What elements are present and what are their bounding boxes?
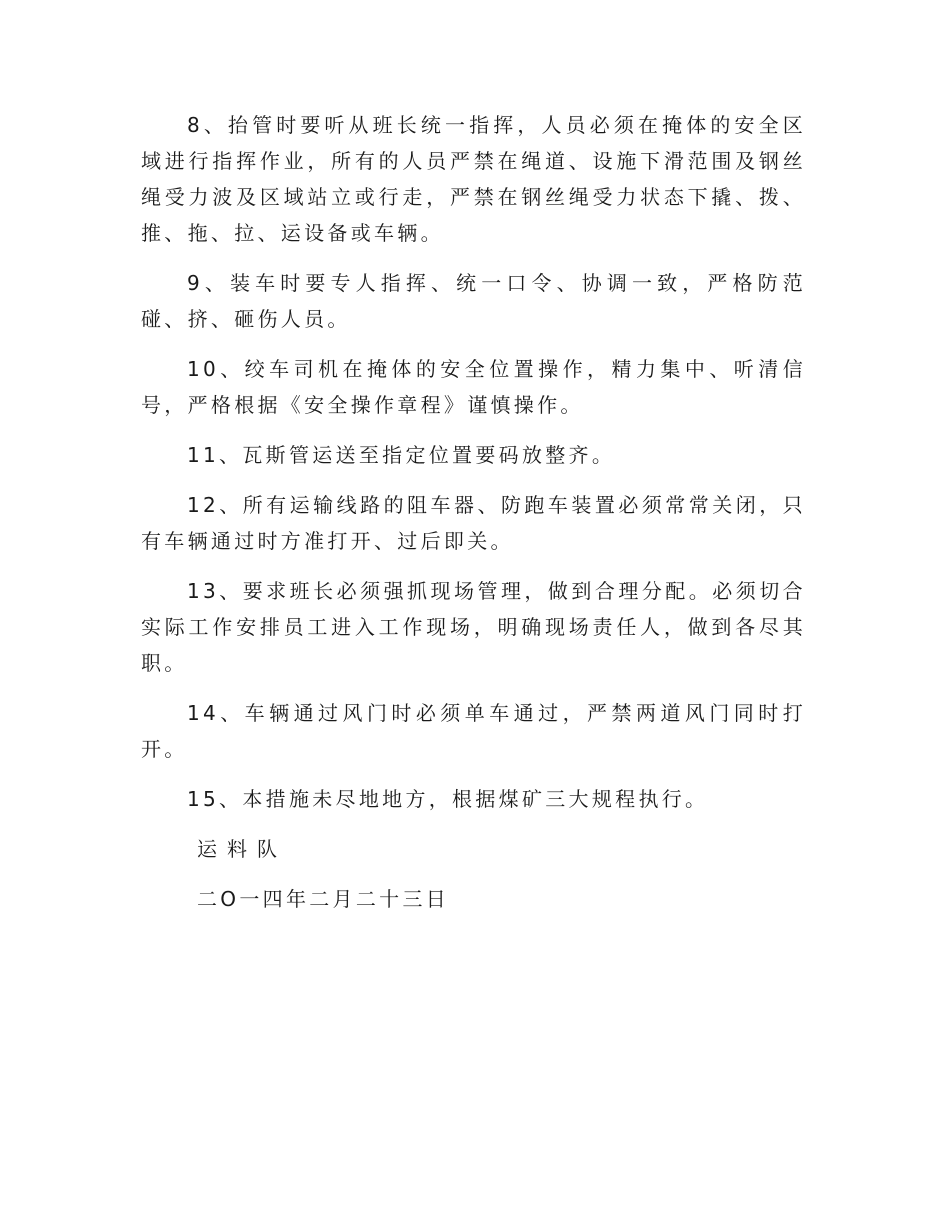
signature-date: 二O一四年二月二十三日 — [197, 887, 450, 911]
document-body — [141, 107, 806, 931]
paragraph-15: 15、本措施未尽地地方，根据煤矿三大规程执行。 — [187, 787, 709, 811]
paragraph-12: 12、所有运输线路的阻车器、防跑车装置必须常常关闭，只有车辆通过时方准打开、过后即关。 — [141, 493, 806, 553]
paragraph-10: 10、绞车司机在掩体的安全位置操作，精力集中、听清信号，严格根据《安全操作章程》谨慎操作。 — [141, 357, 806, 417]
paragraph-13: 13、要求班长必须强抓现场管理，做到合理分配。必须切合实际工作安排员工进入工作现场，明确现场责任人，做到各尽其职。 — [141, 579, 806, 675]
paragraph-8: 8、抬管时要听从班长统一指挥，人员必须在掩体的安全区域进行指挥作业，所有的人员严禁在绳道、设施下滑范围及钢丝绳受力波及区域站立或行走，严禁在钢丝绳受力状态下撬、拨、推、拖、拉、运设备或车辆。 — [141, 113, 806, 245]
signature-team: 运料队 — [197, 837, 287, 861]
paragraph-9: 9、装车时要专人指挥、统一口令、协调一致，严格防范碰、挤、砸伤人员。 — [141, 271, 806, 331]
paragraph-11: 11、瓦斯管运送至指定位置要码放整齐。 — [187, 443, 616, 467]
paragraph-14: 14、车辆通过风门时必须单车通过，严禁两道风门同时打开。 — [141, 701, 806, 761]
